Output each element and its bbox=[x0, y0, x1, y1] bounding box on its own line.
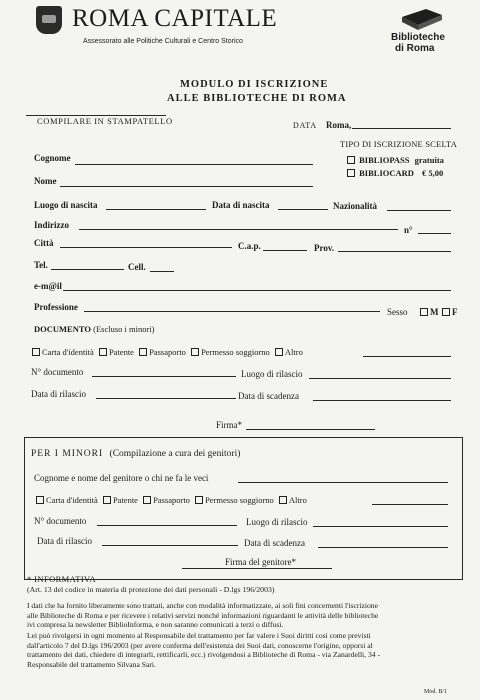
email-label: e-m@il bbox=[34, 281, 62, 291]
luogo-rilascio-label: Luogo di rilascio bbox=[241, 369, 303, 379]
doc-carta-checkbox[interactable] bbox=[32, 348, 40, 356]
numero-field[interactable] bbox=[418, 233, 451, 234]
firma-label: Firma* bbox=[216, 420, 242, 430]
form-title-1: MODULO DI ISCRIZIONE bbox=[180, 79, 329, 90]
min-n-documento-field[interactable] bbox=[97, 525, 237, 526]
doc-permesso-option[interactable]: Permesso soggiorno bbox=[191, 347, 270, 357]
min-luogo-rilascio-label: Luogo di rilascio bbox=[246, 517, 308, 527]
firma-genitore-label: Firma del genitore* bbox=[225, 557, 296, 567]
sesso-f-checkbox[interactable] bbox=[442, 308, 450, 316]
genitore-label: Cognome e nome del genitore o chi ne fa le veci bbox=[34, 473, 209, 483]
min-carta-option[interactable]: Carta d'identità bbox=[36, 495, 98, 505]
tel-label: Tel. bbox=[34, 260, 48, 270]
citta-field[interactable] bbox=[60, 247, 232, 248]
min-n-documento-label: N° documento bbox=[34, 516, 87, 526]
indirizzo-field[interactable] bbox=[79, 229, 398, 230]
min-luogo-rilascio-field[interactable] bbox=[313, 526, 448, 527]
min-data-rilascio-label: Data di rilascio bbox=[37, 536, 92, 546]
bibliopass-checkbox[interactable] bbox=[347, 156, 355, 164]
min-altro-field[interactable] bbox=[372, 504, 448, 505]
nazionalita-label: Nazionalità bbox=[333, 201, 377, 211]
sesso-m-checkbox[interactable] bbox=[420, 308, 428, 316]
firma-field[interactable] bbox=[246, 429, 375, 430]
min-altro-checkbox[interactable] bbox=[279, 496, 287, 504]
doc-passaporto-checkbox[interactable] bbox=[139, 348, 147, 356]
professione-field[interactable] bbox=[84, 311, 380, 312]
data-scadenza-field[interactable] bbox=[313, 400, 451, 401]
min-altro-option[interactable]: Altro bbox=[279, 495, 307, 505]
informativa-subtitle: (Art. 13 del codice in materia di protezione dei dati personali - D.lgs 196/2003) bbox=[27, 585, 275, 594]
n-documento-field[interactable] bbox=[92, 376, 236, 377]
n-documento-label: N° documento bbox=[31, 367, 84, 377]
sesso-label: Sesso bbox=[387, 307, 408, 317]
informativa-paragraph-1: I dati che ha fornito liberamente sono trattati, anche con modalità informatizzate, ai soli fini concernenti l'iscrizione alle Biblioteche di Roma e per ricevere i relativi servizi nonché informazioni riguardanti le attività delle biblioteche ivi compresa la newsletter BiblioInforma, e non saranno comunicati a terzi o diffusi. bbox=[27, 601, 379, 630]
indirizzo-label: Indirizzo bbox=[34, 220, 69, 230]
tipo-iscrizione-title: TIPO DI ISCRIZIONE SCELTA bbox=[340, 139, 458, 149]
roma-label: Roma, bbox=[326, 120, 352, 130]
cap-label: C.a.p. bbox=[238, 241, 261, 251]
doc-patente-option[interactable]: Patente bbox=[99, 347, 134, 357]
minori-heading: PER I MINORI (Compilazione a cura dei genitori) bbox=[31, 449, 241, 459]
documento-type-options bbox=[32, 347, 303, 357]
bibliopass-option[interactable]: BIBLIOPASS gratuita bbox=[347, 155, 444, 165]
data-rilascio-label: Data di rilascio bbox=[31, 389, 86, 399]
compilare-label: COMPILARE IN STAMPATELLO bbox=[37, 116, 173, 126]
doc-altro-option[interactable]: Altro bbox=[275, 347, 303, 357]
logo-text-1: Biblioteche bbox=[391, 32, 445, 43]
tel-field[interactable] bbox=[51, 269, 124, 270]
informativa-paragraph-2: Lei può rivolgersi in ogni momento al Responsabile del trattamento per far valere i Suoi diritti così come previsti dall'articolo 7 del D.lgs 196/2003 (per avere conferma dell'esistenza dei Suoi dati, conoscerne l'origine, opporsi al trattamento dei dati, chiedere di integrarli, rettificarli, ecc.) rivolgendosi a Biblioteche di Roma - via Zanardelli, 34 - Responsabile del trattamento Silvana Sari. bbox=[27, 631, 380, 669]
firma-genitore-field[interactable] bbox=[182, 568, 332, 569]
email-field[interactable] bbox=[63, 290, 451, 291]
min-patente-checkbox[interactable] bbox=[103, 496, 111, 504]
logo-text-2: di Roma bbox=[395, 43, 435, 54]
numero-label: n° bbox=[404, 225, 413, 235]
data-label: DATA bbox=[293, 121, 317, 130]
roma-capitale-crest-icon bbox=[36, 6, 62, 34]
doc-permesso-checkbox[interactable] bbox=[191, 348, 199, 356]
min-data-scadenza-field[interactable] bbox=[318, 547, 448, 548]
doc-carta-option[interactable]: Carta d'identità bbox=[32, 347, 94, 357]
min-data-scadenza-label: Data di scadenza bbox=[244, 538, 305, 548]
department: Assessorato alle Politiche Culturali e Centro Storico bbox=[83, 38, 243, 45]
doc-patente-checkbox[interactable] bbox=[99, 348, 107, 356]
sesso-f-option[interactable]: F bbox=[442, 307, 458, 317]
nome-label: Nome bbox=[34, 176, 57, 186]
min-passaporto-option[interactable]: Passaporto bbox=[143, 495, 190, 505]
min-permesso-checkbox[interactable] bbox=[195, 496, 203, 504]
citta-label: Città bbox=[34, 238, 54, 248]
cell-field[interactable] bbox=[150, 271, 174, 272]
min-data-rilascio-field[interactable] bbox=[102, 545, 238, 546]
data-rilascio-field[interactable] bbox=[96, 398, 236, 399]
data-field[interactable] bbox=[352, 128, 451, 129]
modulo-code: Mod. B/1 bbox=[424, 689, 448, 695]
professione-label: Professione bbox=[34, 302, 78, 312]
doc-altro-field[interactable] bbox=[363, 356, 451, 357]
cap-field[interactable] bbox=[263, 250, 307, 251]
org-name: ROMA CAPITALE bbox=[72, 5, 278, 32]
book-logo-icon bbox=[398, 3, 446, 33]
prov-field[interactable] bbox=[338, 251, 451, 252]
luogo-nascita-field[interactable] bbox=[106, 209, 206, 210]
documento-heading: DOCUMENTO (Escluso i minori) bbox=[34, 324, 155, 334]
data-nascita-label: Data di nascita bbox=[212, 200, 270, 210]
cell-label: Cell. bbox=[128, 262, 146, 272]
compilare-underline bbox=[26, 115, 166, 116]
bibliocard-option[interactable]: BIBLIOCARD € 5,00 bbox=[347, 168, 443, 178]
nome-field[interactable] bbox=[60, 186, 313, 187]
nazionalita-field[interactable] bbox=[387, 210, 451, 211]
genitore-field[interactable] bbox=[238, 482, 448, 483]
sesso-m-option[interactable]: M bbox=[420, 307, 439, 317]
luogo-rilascio-field[interactable] bbox=[309, 378, 451, 379]
data-nascita-field[interactable] bbox=[278, 209, 328, 210]
minori-documento-type-options bbox=[36, 495, 307, 505]
doc-passaporto-option[interactable]: Passaporto bbox=[139, 347, 186, 357]
min-patente-option[interactable]: Patente bbox=[103, 495, 138, 505]
doc-altro-checkbox[interactable] bbox=[275, 348, 283, 356]
bibliocard-checkbox[interactable] bbox=[347, 169, 355, 177]
cognome-field[interactable] bbox=[75, 164, 313, 165]
min-passaporto-checkbox[interactable] bbox=[143, 496, 151, 504]
data-scadenza-label: Data di scadenza bbox=[238, 391, 299, 401]
min-permesso-option[interactable]: Permesso soggiorno bbox=[195, 495, 274, 505]
cognome-label: Cognome bbox=[34, 153, 71, 163]
prov-label: Prov. bbox=[314, 243, 335, 253]
form-title-2: ALLE BIBLIOTECHE DI ROMA bbox=[167, 93, 347, 104]
luogo-nascita-label: Luogo di nascita bbox=[34, 200, 98, 210]
informativa-title: * INFORMATIVA bbox=[27, 574, 97, 584]
min-carta-checkbox[interactable] bbox=[36, 496, 44, 504]
